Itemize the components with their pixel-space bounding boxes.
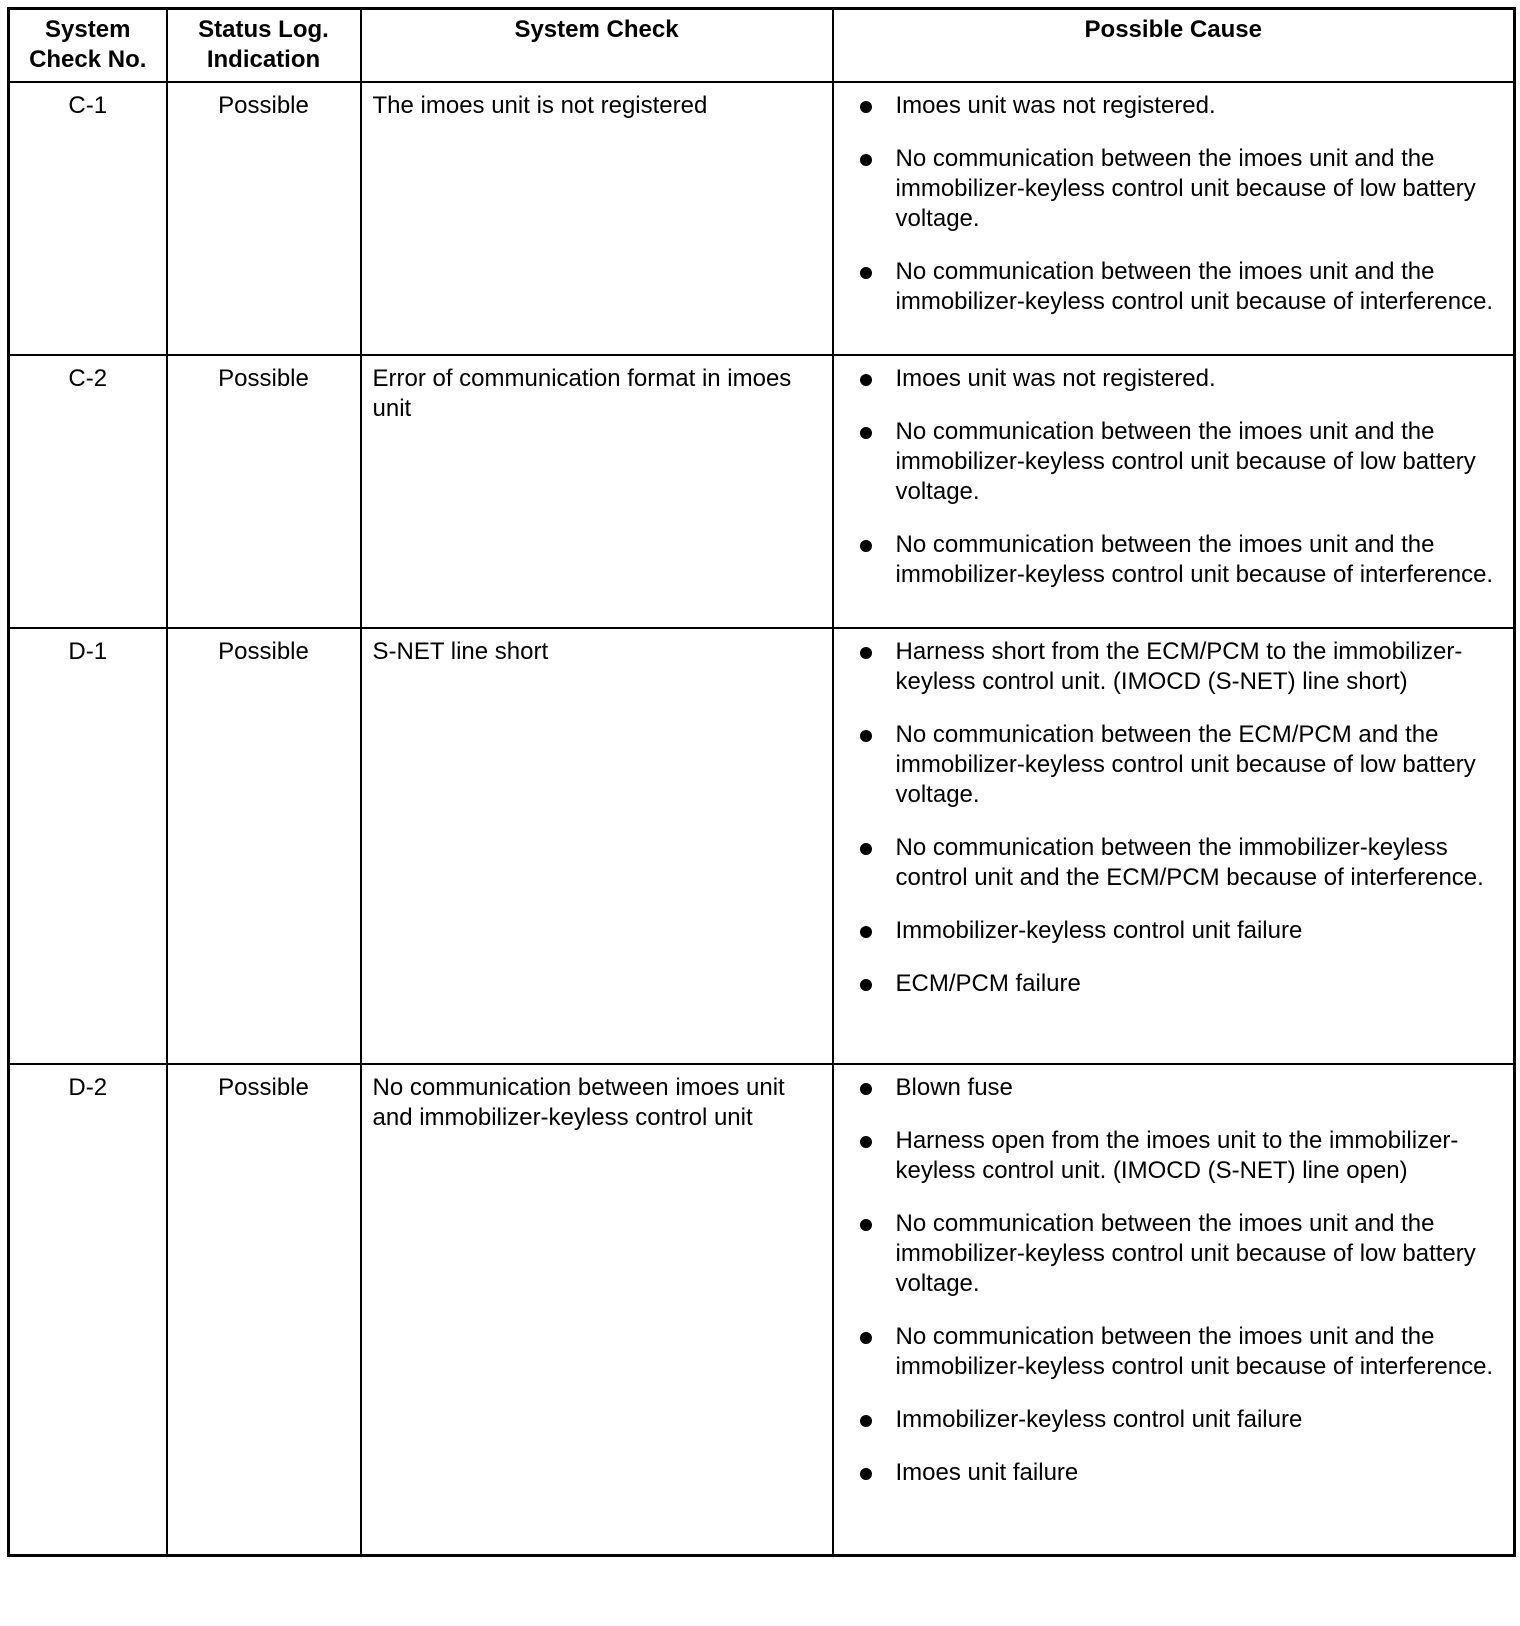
system-check-cell: No communication between imoes unit and immobilizer-keyless control unit [361, 1064, 833, 1555]
possible-cause-cell [833, 1064, 1515, 1555]
list-item [860, 364, 1504, 394]
list-item [860, 1209, 1504, 1299]
bullet-icon [860, 647, 872, 659]
bullet-icon [860, 267, 872, 279]
bullet-icon [860, 1083, 872, 1095]
list-item [860, 833, 1504, 893]
possible-cause-text: Immobilizer-keyless control unit failure [895, 1406, 1303, 1433]
list-item [860, 1458, 1504, 1488]
system-check-no-cell: C-2 [9, 355, 167, 628]
possible-cause-text: Imoes unit failure [895, 1459, 1079, 1486]
list-item [860, 637, 1504, 697]
bullet-icon [860, 427, 872, 439]
status-log-indication-cell: Possible [167, 628, 361, 1064]
status-log-indication-cell: Possible [167, 82, 361, 355]
header-status-log-l2: Indication [206, 46, 321, 73]
possible-cause-text: No communication between the immobilizer-keyless control unit and the ECM/PCM because of interference. [895, 834, 1484, 891]
status-log-indication-cell: Possible [167, 355, 361, 628]
table-row [9, 82, 1515, 355]
bullet-icon [860, 1415, 872, 1427]
table-header-row [9, 9, 1515, 83]
table-row [9, 1064, 1515, 1555]
header-status-log-indication [167, 9, 361, 83]
possible-cause-text: Immobilizer-keyless control unit failure [895, 917, 1303, 944]
system-check-table [7, 7, 1516, 1557]
bullet-icon [860, 154, 872, 166]
bullet-icon [860, 979, 872, 991]
list-item [860, 1126, 1504, 1186]
list-item [860, 916, 1504, 946]
list-item [860, 1322, 1504, 1382]
list-item [860, 257, 1504, 317]
bullet-icon [860, 1219, 872, 1231]
header-status-log-l1: Status Log. [198, 16, 329, 43]
bullet-icon [860, 1332, 872, 1344]
system-check-cell: Error of communication format in imoes unit [361, 355, 833, 628]
list-item [860, 1073, 1504, 1103]
possible-cause-text: Imoes unit was not registered. [895, 365, 1216, 392]
possible-cause-text: Harness short from the ECM/PCM to the immobilizer-keyless control unit. (IMOCD (S-NET) line short) [895, 638, 1463, 695]
list-item [860, 530, 1504, 590]
header-system-check-no-l1: System [45, 16, 131, 43]
possible-cause-list [860, 1073, 1504, 1488]
possible-cause-text: Harness open from the imoes unit to the immobilizer-keyless control unit. (IMOCD (S-NET) line open) [895, 1127, 1459, 1184]
possible-cause-text: Blown fuse [895, 1074, 1013, 1101]
list-item [860, 1405, 1504, 1435]
possible-cause-text: No communication between the imoes unit and the immobilizer-keyless control unit because of low battery voltage. [895, 1210, 1476, 1297]
bullet-icon [860, 843, 872, 855]
bullet-icon [860, 540, 872, 552]
list-item [860, 969, 1504, 999]
bullet-icon [860, 1468, 872, 1480]
possible-cause-text: No communication between the imoes unit and the immobilizer-keyless control unit because of interference. [895, 1323, 1494, 1380]
bullet-icon [860, 101, 872, 113]
bullet-icon [860, 374, 872, 386]
system-check-no-cell: C-1 [9, 82, 167, 355]
list-item [860, 720, 1504, 810]
table-row [9, 628, 1515, 1064]
header-possible-cause: Possible Cause [833, 9, 1515, 83]
system-check-no-cell: D-1 [9, 628, 167, 1064]
possible-cause-list [860, 91, 1504, 317]
system-check-cell: S-NET line short [361, 628, 833, 1064]
status-log-indication-cell: Possible [167, 1064, 361, 1555]
list-item [860, 144, 1504, 234]
header-system-check-no [9, 9, 167, 83]
possible-cause-text: No communication between the ECM/PCM and the immobilizer-keyless control unit because of low battery voltage. [895, 721, 1476, 808]
possible-cause-cell [833, 82, 1515, 355]
possible-cause-text: Imoes unit was not registered. [895, 92, 1216, 119]
bullet-icon [860, 1136, 872, 1148]
possible-cause-text: No communication between the imoes unit and the immobilizer-keyless control unit because of low battery voltage. [895, 145, 1476, 232]
system-check-cell: The imoes unit is not registered [361, 82, 833, 355]
possible-cause-list [860, 637, 1504, 999]
possible-cause-text: No communication between the imoes unit and the immobilizer-keyless control unit because of interference. [895, 531, 1494, 588]
header-system-check: System Check [361, 9, 833, 83]
possible-cause-text: No communication between the imoes unit and the immobilizer-keyless control unit because of low battery voltage. [895, 418, 1476, 505]
list-item [860, 417, 1504, 507]
bullet-icon [860, 730, 872, 742]
table-row [9, 355, 1515, 628]
possible-cause-list [860, 364, 1504, 590]
system-check-no-cell: D-2 [9, 1064, 167, 1555]
possible-cause-text: ECM/PCM failure [895, 970, 1081, 997]
list-item [860, 91, 1504, 121]
header-system-check-no-l2: Check No. [29, 46, 147, 73]
possible-cause-text: No communication between the imoes unit and the immobilizer-keyless control unit because of interference. [895, 258, 1494, 315]
bullet-icon [860, 926, 872, 938]
possible-cause-cell [833, 628, 1515, 1064]
possible-cause-cell [833, 355, 1515, 628]
